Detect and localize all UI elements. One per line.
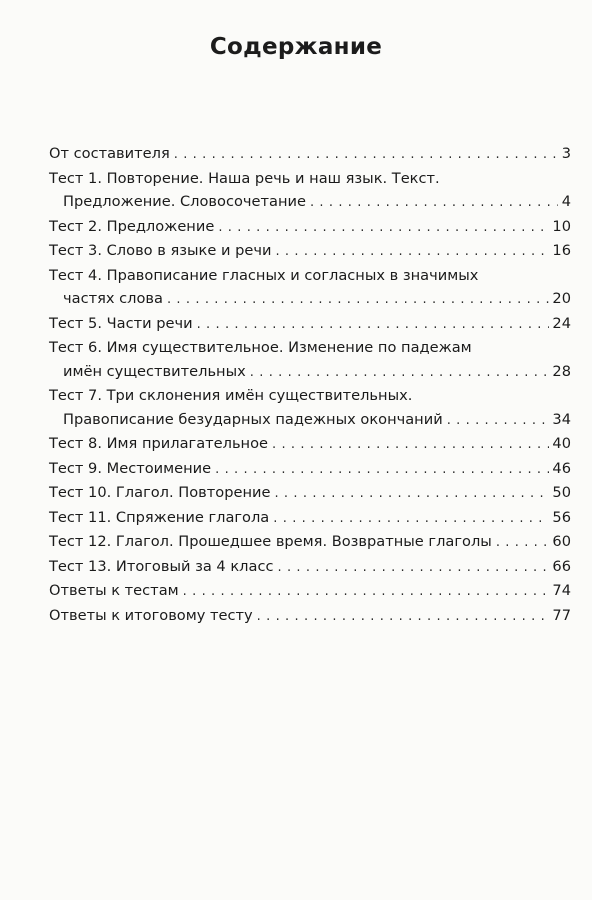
toc-entry-title: Тест 2. Предложение	[49, 217, 215, 235]
toc-page-number: 77	[552, 606, 571, 624]
toc-line	[49, 530, 571, 555]
toc-entry-title-line: Тест 6. Имя существительное. Изменение по падежам	[49, 339, 472, 356]
toc-entry-title: Тест 10. Глагол. Повторение	[49, 484, 271, 501]
toc-entry	[49, 432, 571, 457]
toc-page-number: 34	[552, 410, 571, 428]
toc-entry-title-continuation: Правописание безударных падежных окончаний	[63, 410, 443, 428]
toc-entry	[49, 142, 571, 167]
dot-leader	[310, 191, 558, 215]
dot-leader	[183, 580, 550, 604]
toc-entry-title: Тест 3. Слово в языке и речи	[49, 242, 272, 259]
toc-page-number: 4	[561, 193, 571, 210]
toc-page-number: 40	[552, 435, 571, 452]
toc-page-number: 20	[552, 290, 571, 307]
toc-entry	[49, 579, 571, 604]
dot-leader	[218, 216, 549, 240]
toc-entry	[49, 312, 571, 337]
toc-entry-title: Тест 12. Глагол. Прошедшее время. Возвратные глаголы	[49, 533, 492, 550]
toc-entry-title-line: Тест 1. Повторение. Наша речь и наш язык. Текст.	[49, 169, 440, 187]
toc-page-number: 10	[552, 217, 571, 235]
toc-page-number: 74	[552, 582, 571, 599]
toc-entry	[49, 604, 571, 629]
toc-page-number: 28	[552, 362, 571, 380]
dot-leader	[278, 556, 550, 580]
dot-leader	[275, 240, 549, 264]
toc-line	[49, 481, 571, 506]
toc-entry-title-continuation: имён существительных	[63, 362, 246, 380]
toc-entry-title: Тест 11. Спряжение глагола	[49, 508, 270, 526]
toc-line	[49, 555, 571, 580]
toc-line	[49, 432, 571, 457]
toc-line	[49, 457, 571, 482]
dot-leader	[215, 458, 549, 482]
toc-page-number: 3	[561, 145, 571, 162]
table-of-contents	[49, 142, 571, 628]
toc-page-number: 16	[552, 242, 571, 259]
dot-leader	[257, 605, 550, 629]
dot-leader	[197, 313, 550, 337]
toc-page-number: 60	[552, 533, 571, 550]
toc-entry-title: Тест 8. Имя прилагательное	[49, 435, 268, 452]
toc-line	[49, 506, 571, 531]
toc-entry-title: Ответы к итоговому тесту	[49, 606, 253, 624]
toc-page-number: 46	[552, 459, 571, 477]
toc-line	[49, 312, 571, 337]
dot-leader	[250, 361, 550, 385]
toc-line	[49, 239, 571, 264]
toc-line	[49, 142, 571, 167]
dot-leader	[272, 433, 549, 457]
dot-leader	[174, 143, 558, 167]
toc-line	[49, 190, 571, 215]
toc-entry	[49, 167, 571, 215]
toc-entry	[49, 264, 571, 312]
dot-leader	[447, 409, 550, 433]
toc-page-number: 66	[552, 557, 571, 575]
dot-leader	[273, 507, 549, 531]
toc-line	[49, 408, 571, 433]
toc-line	[49, 579, 571, 604]
page-title: Содержание	[209, 34, 383, 60]
toc-entry	[49, 481, 571, 506]
toc-entry	[49, 215, 571, 240]
toc-entry-title-line: Тест 4. Правописание гласных и согласных в значимых	[49, 266, 479, 284]
dot-leader	[274, 482, 549, 506]
toc-entry-title: Тест 9. Местоимение	[49, 459, 212, 477]
toc-entry	[49, 457, 571, 482]
toc-entry	[49, 239, 571, 264]
toc-entry	[49, 336, 571, 384]
toc-entry-title: Тест 13. Итоговый за 4 класс	[49, 557, 274, 575]
toc-entry-title-continuation: Предложение. Словосочетание	[63, 193, 306, 210]
toc-entry	[49, 384, 571, 432]
toc-line	[49, 604, 571, 629]
toc-page-number: 50	[552, 484, 571, 501]
toc-line	[49, 215, 571, 240]
toc-entry-title: Тест 5. Части речи	[49, 314, 193, 332]
toc-entry-title: Ответы к тестам	[49, 582, 179, 599]
toc-entry-title-continuation: частях слова	[63, 290, 163, 307]
toc-entry	[49, 555, 571, 580]
dot-leader	[496, 531, 550, 555]
toc-line	[49, 360, 571, 385]
toc-entry-title: От составителя	[49, 145, 170, 162]
toc-entry	[49, 506, 571, 531]
dot-leader	[167, 288, 549, 312]
toc-line	[49, 287, 571, 312]
toc-page-number: 24	[552, 314, 571, 332]
toc-page-number: 56	[552, 508, 571, 526]
toc-entry	[49, 530, 571, 555]
toc-entry-title-line: Тест 7. Три склонения имён существительных.	[49, 387, 413, 404]
